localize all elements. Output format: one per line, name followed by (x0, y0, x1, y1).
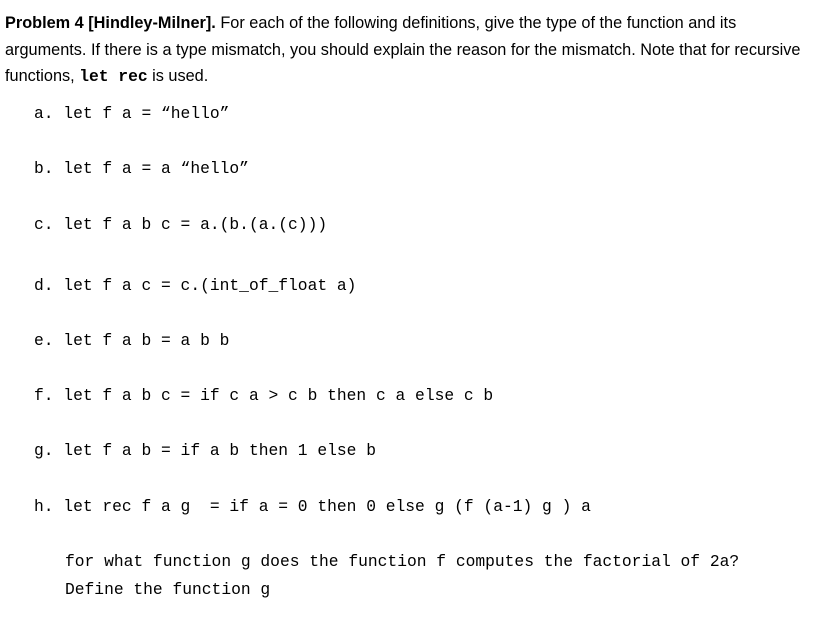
item-d: d. let f a c = c.(int_of_float a) (34, 276, 357, 295)
followup-question: for what function g does the function f computes the factorial of 2a? (65, 552, 740, 571)
item-e: e. let f a b = a b b (34, 331, 230, 350)
problem-intro-end: is used. (147, 67, 209, 85)
followup-instruction: Define the function g (65, 580, 271, 599)
item-c: c. let f a b c = a.(b.(a.(c))) (34, 215, 328, 234)
item-g: g. let f a b = if a b then 1 else b (34, 441, 376, 460)
problem-statement (5, 10, 805, 91)
item-a: a. let f a = “hello” (34, 104, 230, 123)
let-rec-keyword: let rec (79, 67, 148, 86)
item-h: h. let rec f a g = if a = 0 then 0 else g (f (a-1) g ) a (34, 497, 591, 516)
problem-title: Problem 4 [Hindley-Milner]. (5, 14, 216, 32)
problem-intro-text: For each of the following definitions, give the type of the function and its arguments. If there is a type mismatch, you should explain the reason for the mismatch. Note that for recursive functions, (5, 14, 801, 85)
item-f: f. let f a b c = if c a > c b then c a else c b (34, 386, 494, 405)
item-b: b. let f a = a “hello” (34, 159, 249, 178)
